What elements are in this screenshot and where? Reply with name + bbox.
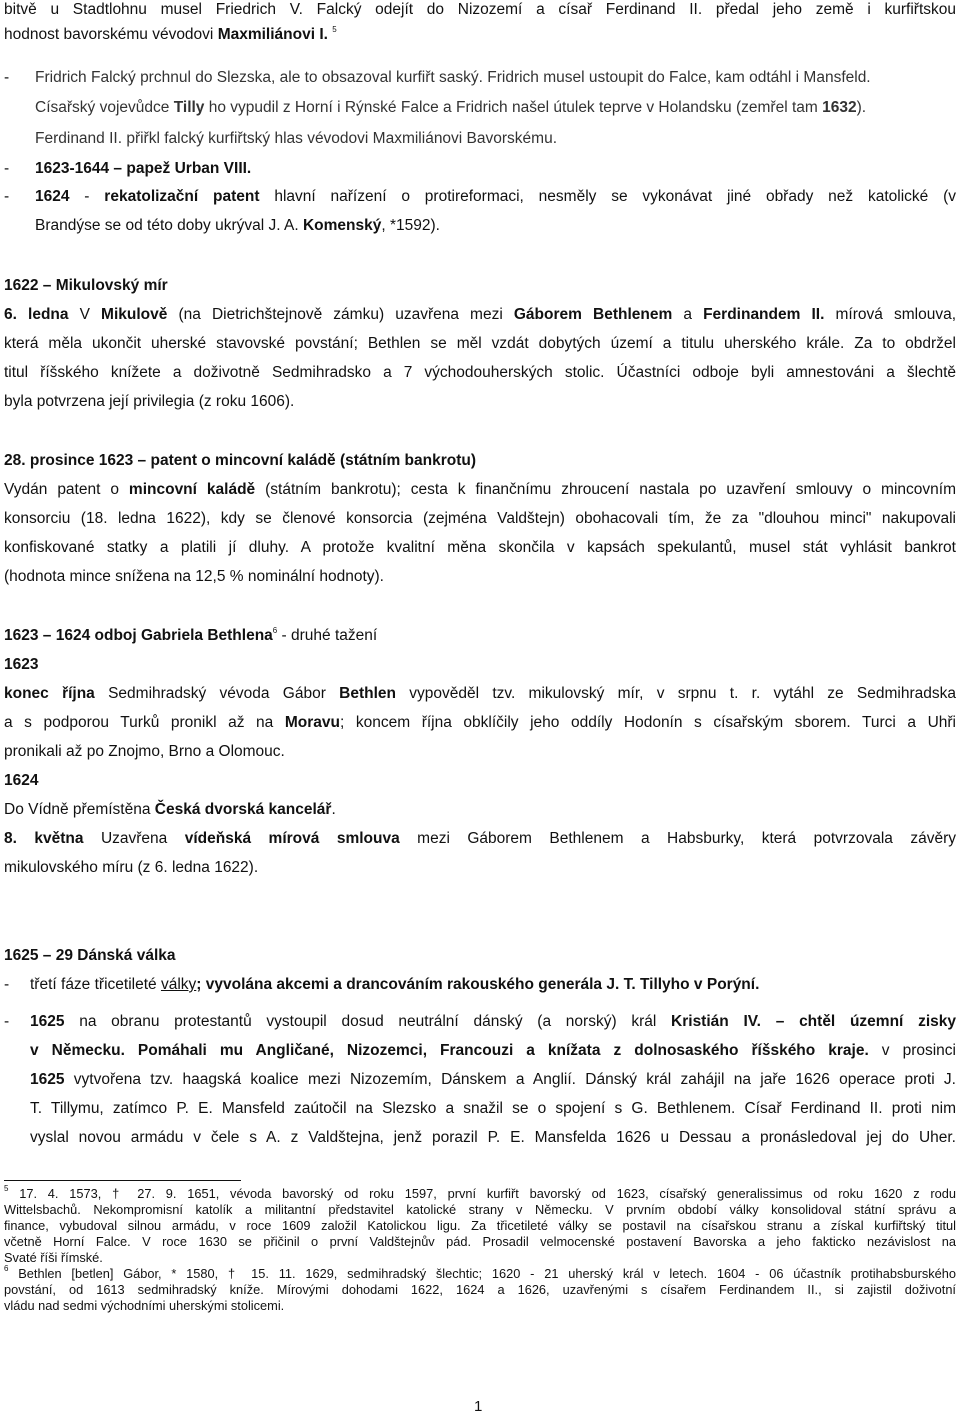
footnote-line: Svaté říši římské. [4,1250,103,1265]
bullet-line: 1624 - rekatolizační patent hlavní nařízení o protireformaci, nesměly se vykonávat jiné obřady než katolické (v [35,188,957,205]
bullet-line: Fridrich Falcký prchnul do Slezska, ale to obsazoval kurfiřt saský. Fridrich musel ustoupit do Falce, kam odtáhl i Mansfeld. [35,69,871,86]
footnote-ref: 5 [332,25,337,34]
paragraph-line: 8. května Uzavřena vídeňská mírová smlouva mezi Gáborem Bethlenem a Habsburky, která potvrzovala závěry [4,830,956,847]
footnote-separator [4,1180,241,1181]
bullet-dash: - [4,160,10,177]
bullet-line: vyslal novou armádu v čele s A. z Valdštejna, jenž porazil P. E. Mansfelda 1626 u Dessau a pronásledoval jej do Uher. [30,1129,956,1146]
page-number: 1 [474,1398,483,1415]
footnote-line: včetně Horní Falce. V roce 1630 se přičinil o první Valdštejnův pád. Prosadil velmocenské postavení Bavorska a jeho fakticko nezávislost na [4,1234,956,1249]
bullet-line: třetí fáze třicetileté války; vyvolána akcemi a drancováním rakouského generála J. T. Tillyho v Porýní. [30,976,760,993]
footnote-line: finance, vybudoval silnou armádu, v roce 1609 založil Katolickou ligu. Za třicetileté války se postavil na císařskou stranu a získal kurfiřtský titul [4,1218,956,1233]
footnote-ref: 6 [272,626,278,635]
paragraph-line: mikulovského míru (z 6. ledna 1622). [4,859,259,876]
section-heading: 1622 – Mikulovský mír [4,277,168,294]
footnote-line: vládu nad sedmi východními uherskými stolicemi. [4,1298,285,1313]
section-heading: 1625 – 29 Dánská válka [4,947,176,964]
bullet-line: T. Tillymu, zatímco P. E. Mansfeld zaútočil na Slezsko a snažil se o spojení s G. Bethlenem. Císař Ferdinand II. proti nim [30,1100,956,1117]
section-heading: 28. prosince 1623 – patent o mincovní kaládě (státním bankrotu) [4,452,477,469]
paragraph-line: hodnost bavorskému vévodovi Maxmiliánovi I. $^5$ [4,25,337,43]
paragraph-line: Do Vídně přemístěna Česká dvorská kancelář. [4,801,336,818]
paragraph-line: (hodnota mince snížena na 12,5 % nominální hodnoty). [4,568,384,585]
bullet-dash: - [4,1013,10,1030]
bullet-line: v Německu. Pomáhali mu Angličané, Nizozemci, Francouzi a knížata z dolnosaského říšského kraje. v prosinci [30,1042,956,1059]
paragraph-line: a s podporou Turků pronikl až na Moravu; koncem října obklíčily jeho oddíly Hodonín s císařským sborem. Turci a Uhři [4,714,956,731]
paragraph-line: konsorciu (18. ledna 1622), kdy se členové konsorcia (zejména Valdštejn) obohacovali tím, že za "dlouhou minci" nakupovali [4,510,956,527]
section-heading: 1623 – 1624 odboj Gabriela Bethlena$^6$ - druhé tažení [4,626,378,644]
paragraph-line: titul říšského knížete a doživotně Sedmihradsko a 7 východouherských stolic. Účastníci odboje byli amnestováni a šlechtě [4,364,956,381]
year-label: 1623 [4,656,39,673]
paragraph-line: 6. ledna V Mikulově (na Dietrichštejnově zámku) uzavřena mezi Gáborem Bethlenem a Ferdinandem II. mírová smlouva, [4,306,956,323]
bullet-line: Brandýse se od této doby ukrýval J. A. Komenský, *1592). [35,217,440,234]
footnote-line: $^5$ 17. 4. 1573, † 27. 9. 1651, vévoda bavorský od roku 1597, první kurfiřt bavorský od 1623, císařský generalissimus od roku 1620 z rodu [4,1184,956,1201]
paragraph-line: bitvě u Stadtlohnu musel Friedrich V. Falcký odejít do Nizozemí a císař Ferdinand II. předal jeho země i kurfiřtskou [4,1,956,18]
footnote-line: Wittelsbachů. Nekompromisní katolík a militantní představitel katolické strany v Německu. V prvním období války konsolidoval státní správu a [4,1202,956,1217]
bullet-line: 1625 vytvořena tzv. haagská koalice mezi Nizozemím, Dánskem a Anglií. Dánský král zahájil na jaře 1626 operace proti J. [30,1071,956,1088]
bullet-line: 1625 na obranu protestantů vystoupil dosud neutrální dánský (a norský) král Kristián IV. – chtěl územní zisky [30,1013,956,1030]
footnote-line: povstání, od 1613 sedmihradský kníže. Mírovými dohodami 1622, 1624 a 1626, uzavřenými s císařem Ferdinandem II., si zajistil doživotní [4,1282,956,1297]
bullet-dash: - [4,188,10,205]
bullet-line: 1623-1644 – papež Urban VIII. [35,160,252,177]
year-label: 1624 [4,772,39,789]
paragraph-line: Vydán patent o mincovní kaládě (státním bankrotu); cesta k finančnímu zhroucení nastala po uzavření smlouvy o mincovním [4,481,956,498]
bullet-dash: - [4,69,10,86]
paragraph-line: byla potvrzena její privilegia (z roku 1606). [4,393,295,410]
bullet-line: Ferdinand II. přiřkl falcký kurfiřtský hlas vévodovi Maxmiliánovi Bavorskému. [35,130,558,147]
paragraph-line: konfiskované statky a platili jí dluhy. A protože kvalitní měna skončila v kapsách spekulantů, musel stát vyhlásit bankrot [4,539,956,556]
paragraph-line: pronikali až po Znojmo, Brno a Olomouc. [4,743,285,760]
bullet-line: Císařský vojevůdce Tilly ho vypudil z Horní i Rýnské Falce a Fridrich našel útulek teprve v Holandsku (zemřel tam 1632). [35,99,867,116]
paragraph-line: která měla ukončit uherské stavovské povstání; Bethlen se měl vzdát dobytých území a titulu uherského krále. Za to obdržel [4,335,956,352]
paragraph-line: konec října Sedmihradský vévoda Gábor Bethlen vypověděl tzv. mikulovský mír, v srpnu t. r. vytáhl ze Sedmihradska [4,685,957,702]
footnote-line: $^6$ Bethlen [betlen] Gábor, * 1580, † 15. 11. 1629, sedmihradský šlechtic; 1620 - 21 uherský král v letech. 1604 - 06 účastník protihabsburského [4,1264,956,1281]
bullet-dash: - [4,976,10,993]
